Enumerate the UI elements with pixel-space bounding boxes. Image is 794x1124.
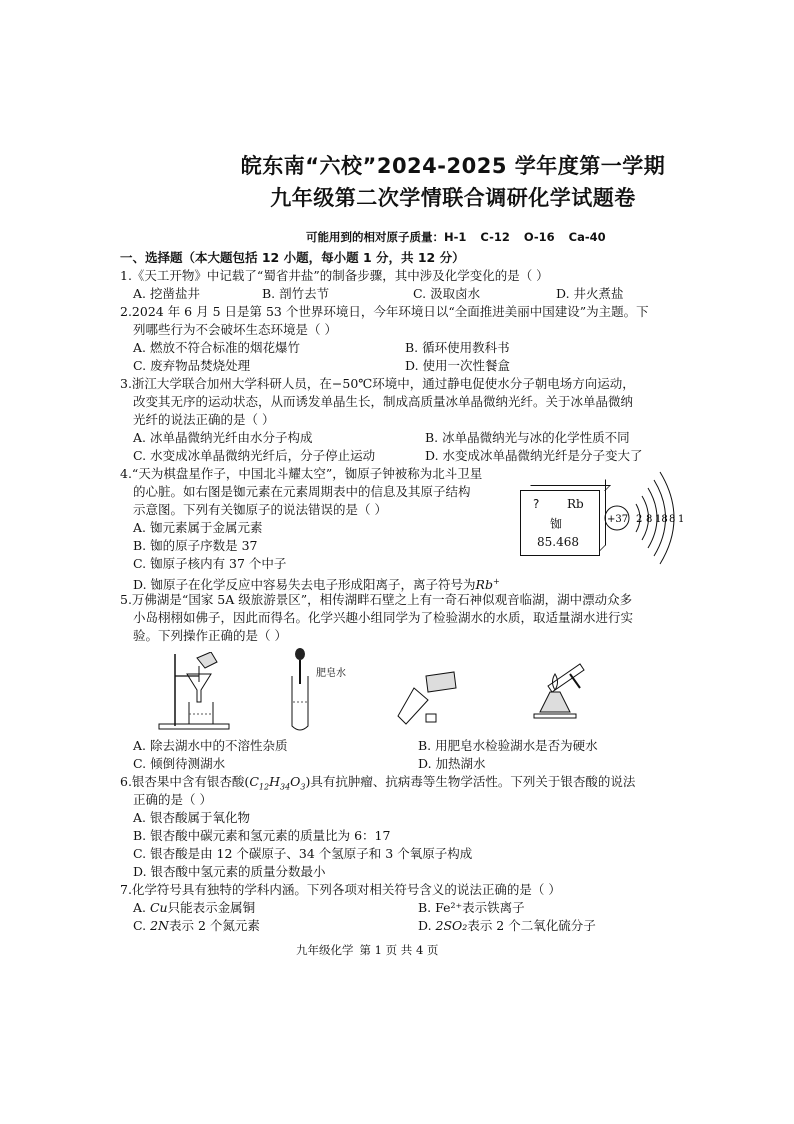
dropper-bulb (295, 648, 305, 660)
heating-liquid-figure (520, 662, 600, 732)
q4-option-d (133, 574, 500, 593)
q7-d-text: 表示 2 个二氧化硫分子 (467, 918, 596, 933)
atomic-structure-diagram (600, 466, 700, 576)
q4-option-d-charge: + (492, 577, 500, 586)
q7-b-text: 表示铁离子 (462, 900, 525, 915)
nucleus-charge: +37 (607, 514, 629, 525)
q3-stem-1: 3.浙江大学联合加州大学科研人员，在−50℃环境中，通过静电促使水分子朝电场方向运动， (120, 376, 635, 391)
q3-stem-2: 改变其无序的运动状态，从而诱发单晶生长，制成高质量冰单晶微纳光纤。关于冰单晶微纳 (133, 394, 634, 409)
q1-option-b: B. 剖竹去节 (262, 286, 330, 301)
beaker (189, 702, 213, 724)
atomic-mass-o: O-16 (523, 230, 555, 244)
exam-title-line1: 皖东南“六校”2024-2025 学年度第一学期 (240, 154, 666, 178)
cell-symbol: Rb (567, 497, 584, 511)
q2-option-b: B. 循环使用教科书 (405, 340, 510, 355)
atomic-mass-label: 可能用到的相对原子质量： (306, 230, 444, 244)
q3-stem-3: 光纤的说法正确的是（ ） (133, 412, 275, 427)
atomic-mass-c: C-12 (480, 230, 510, 244)
q5-option-a: A. 除去湖水中的不溶性杂质 (133, 738, 288, 753)
shell-electrons-3: 18 (655, 514, 668, 525)
soap-water-label: 肥皂水 (316, 668, 346, 679)
atomic-mass-h: H-1 (444, 230, 467, 244)
alcohol-lamp (540, 692, 570, 712)
q2-option-d: D. 使用一次性餐盒 (405, 358, 511, 373)
q7-a-symbol: Cu (149, 900, 168, 915)
q6-stem-2: 正确的是（ ） (133, 792, 212, 807)
q6-option-d: D. 银杏酸中氢元素的质量分数最小 (133, 864, 326, 879)
q4-stem-1: 4.“天为棋盘星作子，中国北斗耀太空”，铷原子钟被称为北斗卫星 (120, 466, 483, 481)
q2-stem-2: 列哪些行为不会破坏生态环境是（ ） (133, 322, 337, 337)
lamp-base (534, 714, 576, 718)
q6-formula: $C_{12}H_{34}O_3$ (249, 774, 306, 792)
footer-subject: 九年级化学 (296, 943, 354, 957)
stand-base (159, 724, 229, 729)
q7-a-text: 只能表示金属铜 (167, 900, 256, 915)
q2-stem-1: 2.2024 年 6 月 5 日是第 53 个世界环境日，今年环境日以“全面推进美丽中国建设”为主题。下 (120, 304, 649, 319)
q7-b-symbol: Fe²⁺ (435, 900, 463, 915)
q6-stem-1a: 6.银杏果中含有银杏酸( (120, 774, 250, 789)
pouring-beaker (197, 652, 217, 668)
soap-water-test-figure (284, 648, 324, 733)
q6-stem-1b: )具有抗肿瘤、抗病毒等生物学活性。下列关于银杏酸的说法 (305, 774, 636, 789)
cell-atomic-mass: 85.468 (537, 535, 579, 549)
q4-option-c: C. 铷原子核内有 37 个中子 (133, 556, 287, 571)
q3-option-a: A. 冰单晶微纳光纤由水分子构成 (133, 430, 313, 445)
q7-c-text: 表示 2 个氮元素 (168, 918, 260, 933)
q7-c-symbol: 2N (150, 918, 169, 933)
reagent-bottle (426, 672, 456, 692)
q5-option-b: B. 用肥皂水检验湖水是否为硬水 (418, 738, 598, 753)
q3-option-d: D. 水变成冰单晶微纳光纤是分子变大了 (425, 448, 643, 463)
q5-stem-3: 验。下列操作正确的是（ ） (133, 628, 287, 643)
q5-stem-2: 小岛栩栩如佛子，因此而得名。化学兴趣小组同学为了检验湖水的水质，取适量湖水进行实 (133, 610, 634, 625)
q5-option-d: D. 加热湖水 (418, 756, 486, 771)
atomic-mass-ca: Ca-40 (568, 230, 606, 244)
q7-d-symbol: 2SO₂ (435, 918, 468, 933)
q5-stem-1: 5.万佛湖是“国家 5A 级旅游景区”，相传湖畔石壁之上有一奇石神似观音临湖，湖中漂动众多 (120, 592, 633, 607)
q1-option-d: D. 井火煮盐 (556, 286, 624, 301)
q2-option-c: C. 废弃物品焚烧处理 (133, 358, 251, 373)
q4-option-d-symbol: Rb (475, 577, 493, 593)
periodic-table-cell (520, 490, 600, 556)
q7-option-a: A. Cu只能表示金属铜 (133, 900, 256, 915)
q7-option-d: D. 2SO₂表示 2 个二氧化硫分子 (418, 918, 596, 933)
shell-electrons-5: 1 (678, 514, 685, 525)
q1-option-a: A. 挖凿盐井 (133, 286, 200, 301)
section-heading: 一、选择题（本大题包括 12 小题，每小题 1 分，共 12 分） (120, 250, 465, 265)
cell-atomic-number: ? (533, 497, 540, 511)
test-tube (292, 676, 308, 730)
filtration-apparatus-figure (155, 652, 245, 732)
q1-stem: 1.《天工开物》中记载了“蜀省井盐”的制备步骤，其中涉及化学变化的是（ ） (120, 268, 549, 283)
q7-option-c: C. 2N表示 2 个氮元素 (133, 918, 260, 933)
bottle-stopper (426, 714, 436, 722)
q4-option-b: B. 铷的原子序数是 37 (133, 538, 258, 553)
q2-option-a: A. 燃放不符合标准的烟花爆竹 (133, 340, 300, 355)
q4-option-a: A. 铷元素属于金属元素 (133, 520, 263, 535)
q6-option-c: C. 银杏酸是由 12 个碳原子、34 个氢原子和 3 个氧原子构成 (133, 846, 473, 861)
q7-stem: 7.化学符号具有独特的学科内涵。下列各项对相关符号含义的说法正确的是（ ） (120, 882, 561, 897)
shell-electrons-1: 2 (636, 514, 643, 525)
q5-option-c: C. 倾倒待测湖水 (133, 756, 226, 771)
cell-top-edge (525, 485, 611, 491)
q4-stem-2: 的心脏。如右图是铷元素在元素周期表中的信息及其原子结构 (133, 484, 471, 499)
page-footer (296, 942, 444, 958)
exam-title-line2: 九年级第二次学情联合调研化学试题卷 (270, 186, 636, 210)
q3-option-b: B. 冰单晶微纳光与冰的化学性质不同 (425, 430, 630, 445)
footer-page-number: 第 1 页 共 4 页 (359, 943, 439, 957)
pouring-liquid-figure (392, 670, 472, 730)
atomic-mass-line (306, 229, 620, 245)
q3-option-c: C. 水变成冰单晶微纳光纤后，分子停止运动 (133, 448, 376, 463)
tilted-test-tube (398, 688, 428, 724)
q7-option-b: B. Fe²⁺表示铁离子 (418, 900, 525, 915)
q4-stem-3: 示意图。下列有关铷原子的说法错误的是（ ） (133, 502, 387, 517)
q4-option-d-text: D. 铷原子在化学反应中容易失去电子形成阳离子，离子符号为 (133, 577, 476, 593)
q6-option-b: B. 银杏酸中碳元素和氢元素的质量比为 6：17 (133, 828, 391, 843)
q1-option-c: C. 汲取卤水 (413, 286, 481, 301)
cell-element-name: 铷 (550, 517, 563, 531)
shell-electrons-2: 8 (646, 514, 653, 525)
q6-option-a: A. 银杏酸属于氧化物 (133, 810, 250, 825)
shell-electrons-4: 8 (669, 514, 676, 525)
